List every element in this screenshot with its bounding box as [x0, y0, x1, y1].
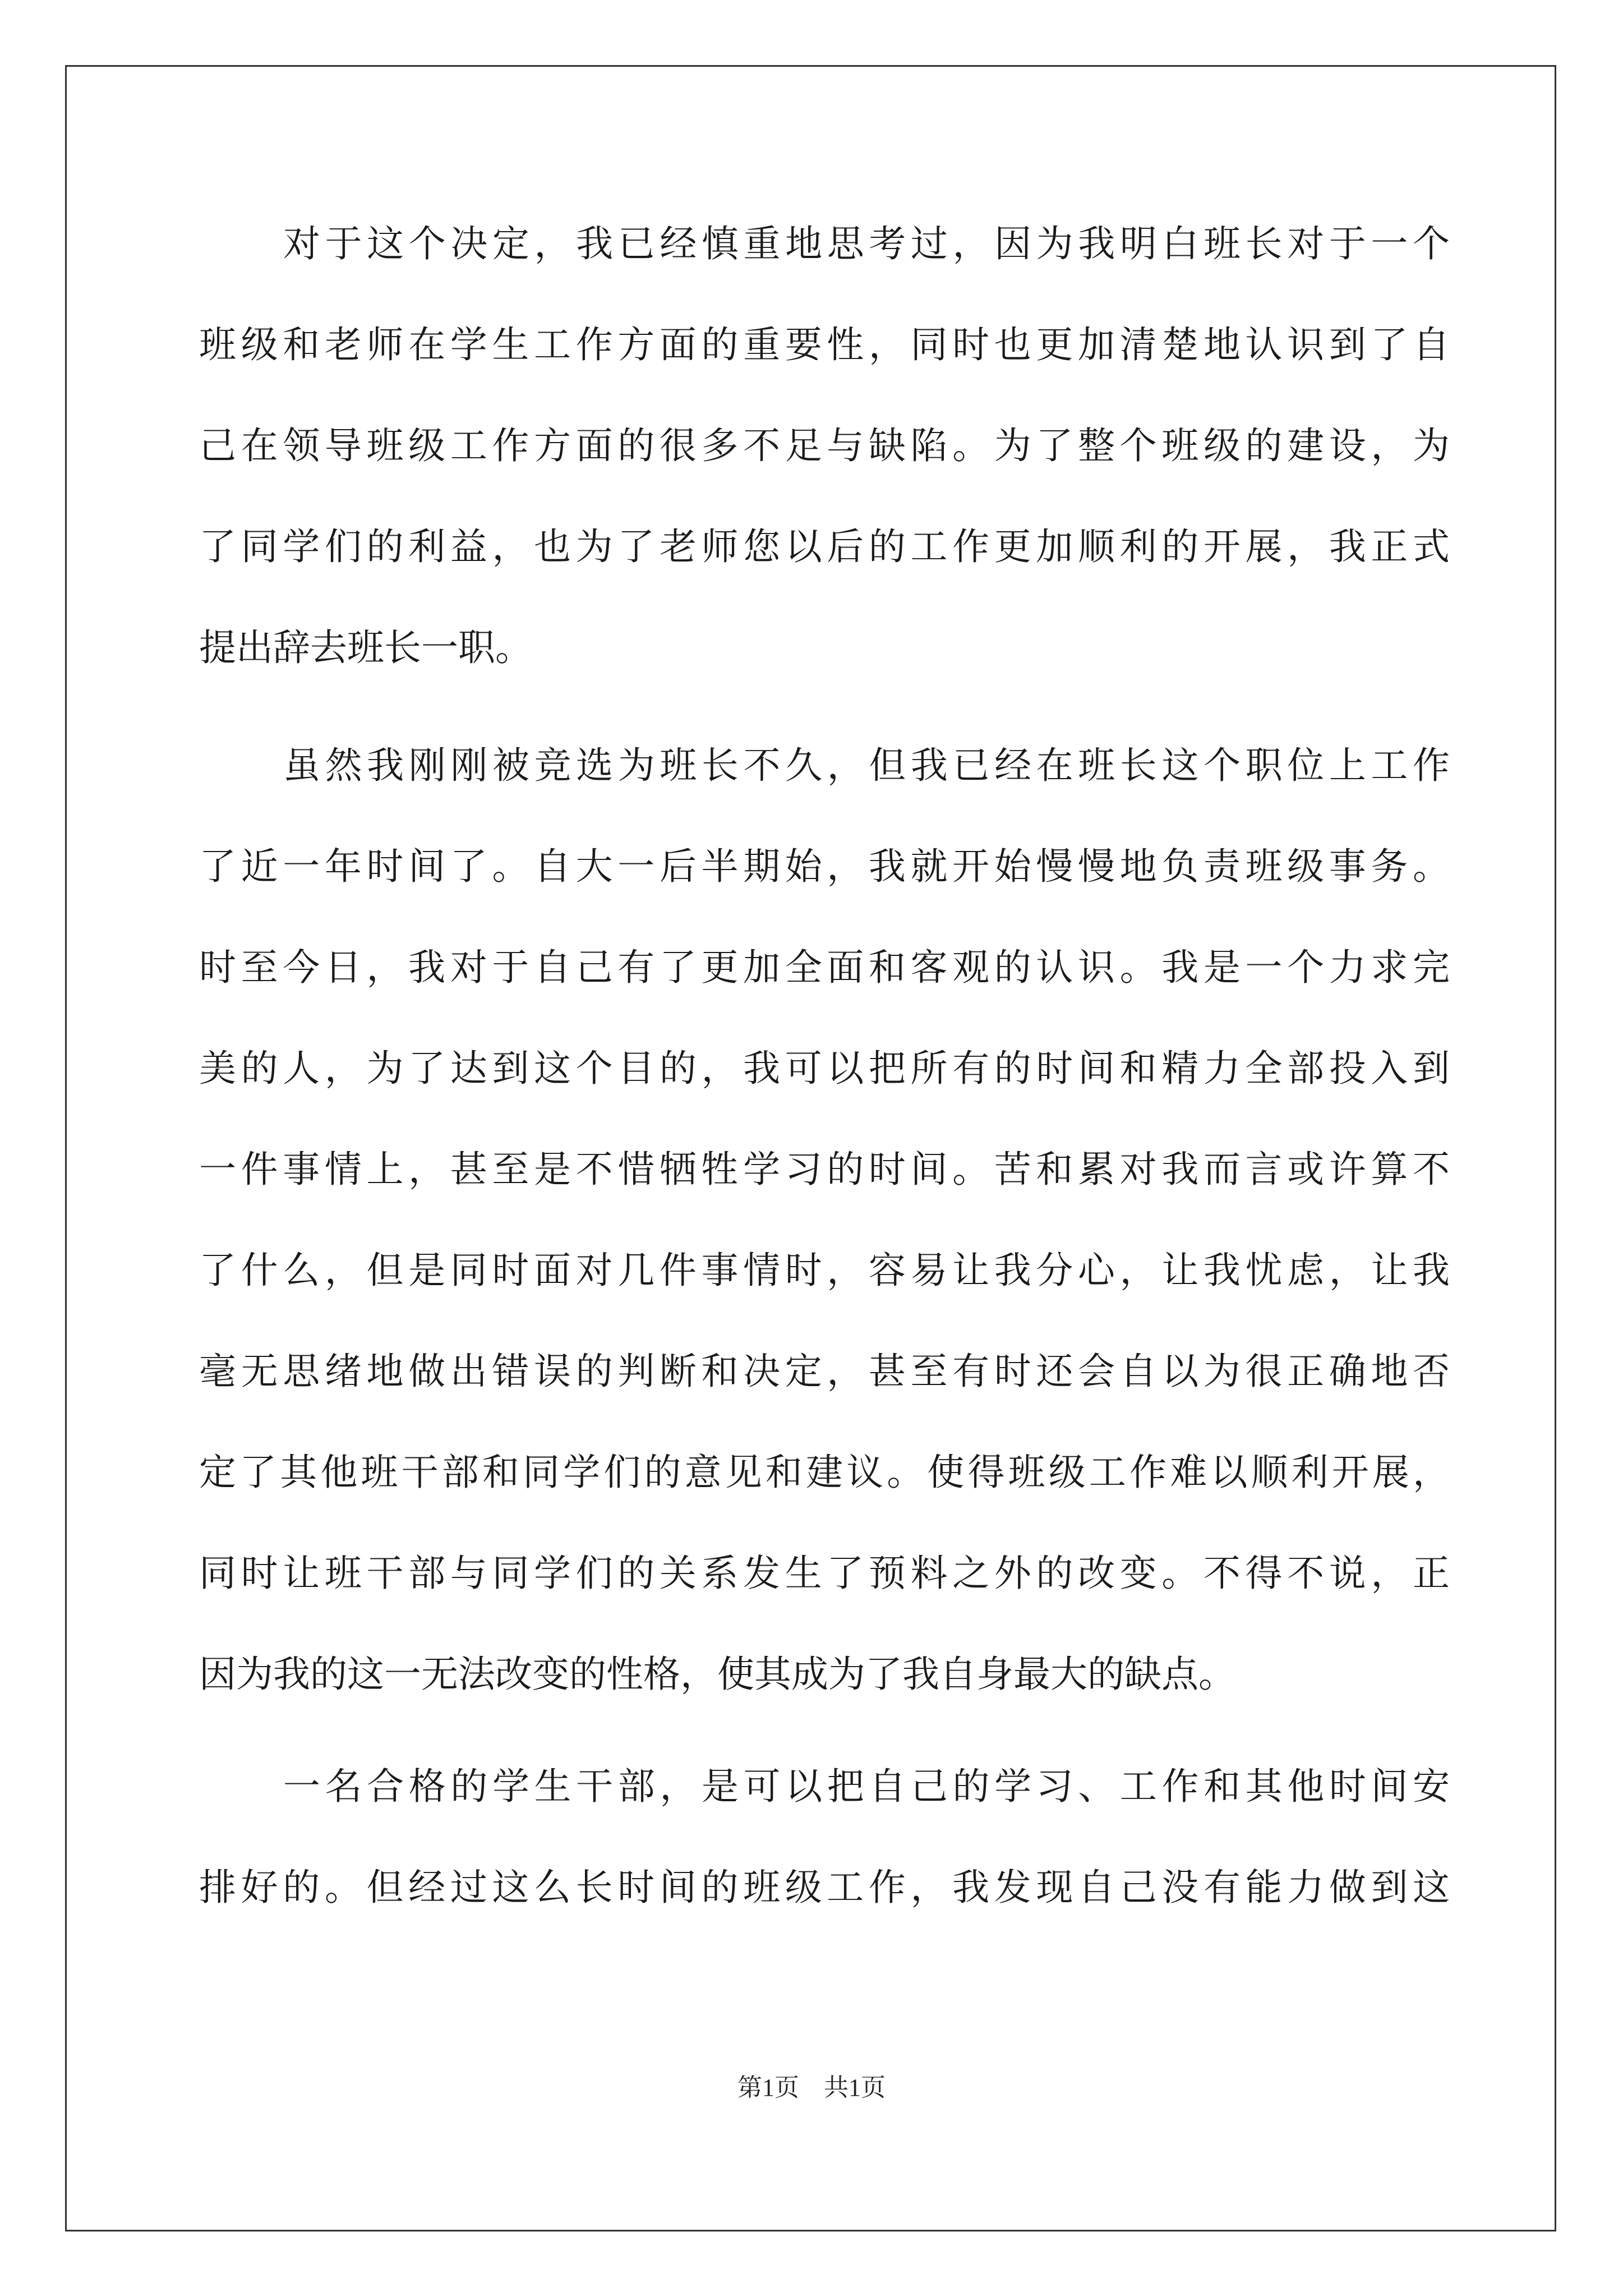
paragraph-2-line-8: 定了其他班干部和同学们的意见和建议。使得班级工作难以顺利开展， — [199, 1451, 1450, 1494]
paragraph-2-line-9: 同时让班干部与同学们的关系发生了预料之外的改变。不得不说，正 — [199, 1552, 1450, 1595]
paragraph-2-line-1: 虽然我刚刚被竞选为班长不久，但我已经在班长这个职位上工作 — [283, 744, 1450, 787]
paragraph-2-line-6: 了什么，但是同时面对几件事情时，容易让我分心，让我忧虑，让我 — [199, 1249, 1450, 1292]
paragraph-3-line-2: 排好的。但经过这么长时间的班级工作，我发现自己没有能力做到这 — [199, 1866, 1450, 1909]
paragraph-2-line-4: 美的人，为了达到这个目的，我可以把所有的时间和精力全部投入到 — [199, 1047, 1450, 1090]
paragraph-2-line-10: 因为我的这一无法改变的性格，使其成为了我自身最大的缺点。 — [199, 1653, 1235, 1696]
paragraph-1-line-4: 了同学们的利益，也为了老师您以后的工作更加顺利的开展，我正式 — [199, 525, 1450, 568]
paragraph-1-line-2: 班级和老师在学生工作方面的重要性，同时也更加清楚地认识到了自 — [199, 323, 1450, 366]
paragraph-1-line-3: 己在领导班级工作方面的很多不足与缺陷。为了整个班级的建设，为 — [199, 424, 1450, 467]
paragraph-3-line-1: 一名合格的学生干部，是可以把自己的学习、工作和其他时间安 — [283, 1765, 1450, 1808]
paragraph-2-line-5: 一件事情上，甚至是不惜牺牲学习的时间。苦和累对我而言或许算不 — [199, 1148, 1450, 1191]
paragraph-2-line-7: 毫无思绪地做出错误的判断和决定，甚至有时还会自以为很正确地否 — [199, 1350, 1450, 1393]
paragraph-1-line-1: 对于这个决定，我已经慎重地思考过，因为我明白班长对于一个 — [283, 222, 1450, 265]
paragraph-1-line-5: 提出辞去班长一职。 — [199, 626, 532, 669]
paragraph-2-line-3: 时至今日，我对于自己有了更加全面和客观的认识。我是一个力求完 — [199, 946, 1450, 989]
page-number-footer: 第1页 共1页 — [737, 2074, 886, 2101]
paragraph-2-line-2: 了近一年时间了。自大一后半期始，我就开始慢慢地负责班级事务。 — [199, 845, 1450, 888]
